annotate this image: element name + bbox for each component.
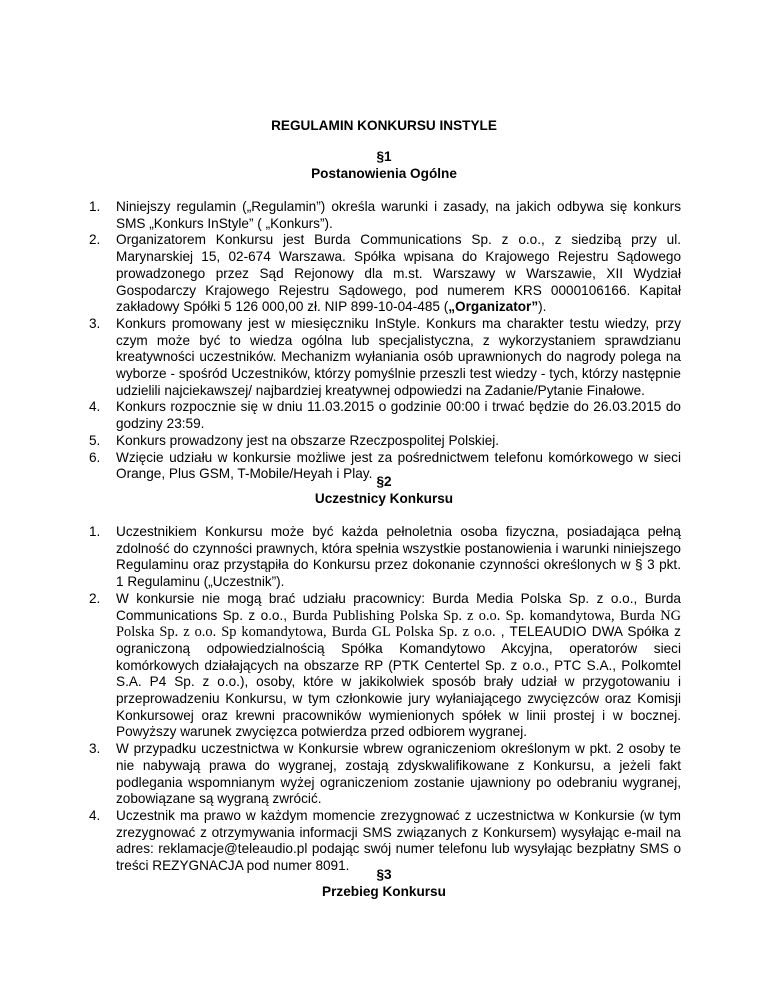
list-item	[89, 808, 681, 875]
item-number: 6.	[89, 449, 101, 465]
section-2-number: §2	[376, 474, 392, 489]
item-text-serif: Burda Publishing Polska Sp. z o.o. Sp. komandytowa, Burda NG Polska Sp. z o.o. Sp komandytowa, Burda GL Polska Sp. z o.o.	[116, 607, 682, 641]
item-number: 1.	[89, 199, 101, 214]
item-text-end: ).	[538, 299, 547, 315]
organizer-term: „Organizator”	[448, 299, 539, 315]
list-item	[89, 316, 681, 400]
section-1-list	[89, 199, 681, 483]
list-item	[89, 591, 681, 741]
list-item	[89, 524, 681, 591]
section-3-number: §3	[376, 867, 392, 882]
section-1-heading: Postanowienia Ogólne	[311, 166, 457, 181]
list-item	[89, 741, 681, 808]
item-number: 5.	[89, 432, 101, 448]
item-text: W przypadku uczestnictwa w Konkursie wbrew ograniczeniom określonym w pkt. 2 osoby te nie nabywają prawa do wygranej, zostają zdyskwalifikowane z Konkursu, a jeżeli fakt podlegania wspomnianym wyżej ograniczeniom zostanie ujawniony po odebraniu wygranej, zobowiązane są wygraną zwrócić.	[116, 741, 681, 807]
item-text: Uczestnik ma prawo w każdym momencie zrezygnować z uczestnictwa w Konkursie (w tym zrezygnować z otrzymywania informacji SMS związanych z Konkursem) wysyłając e-mail na adres: reklamacje@teleaudio.pl podając swój numer telefonu lub wysyłając bezpłatny SMS o treści REZYGNACJA pod numer 8091.	[116, 807, 681, 874]
item-number: 4.	[89, 399, 101, 415]
item-number: 2.	[89, 232, 101, 248]
item-text: Wzięcie udziału w konkursie możliwe jest za pośrednictwem telefonu komórkowego w sieci Orange, Plus GSM, T-Mobile/Heyah i Play.	[116, 449, 681, 482]
item-text: Organizatorem Konkursu jest Burda Communications Sp. z o.o., z siedzibą przy ul. Marynarskiej 15, 02-674 Warszawa. Spółka wpisana do Krajowego Rejestru Sądowego prowadzonego przez Sąd Rejonowy dla m.st. Warszawy w Warszawie, XII Wydział Gospodarczy Krajowego Rejestru Sądowego, pod numerem KRS 0000106166. Kapitał zakładowy Spółki 5 126 000,00 zł. NIP 899-10-04-485 (	[116, 232, 681, 315]
item-text: Konkurs prowadzony jest na obszarze Rzeczpospolitej Polskiej.	[116, 432, 500, 448]
item-number: 2.	[89, 590, 101, 606]
item-number: 3.	[89, 741, 101, 757]
list-item	[89, 232, 681, 316]
item-number: 1.	[89, 524, 101, 539]
item-number: 3.	[89, 315, 101, 331]
item-number: 4.	[89, 807, 101, 823]
item-text: Konkurs promowany jest w miesięczniku InStyle. Konkurs ma charakter testu wiedzy, przy czym może być to wiedza ogólna lub specjalistyczna, z wykorzystaniem sprawdzianu kreatywności uczestników. Mechanizm wyłaniania osób uprawnionych do nagrody polega na wyborze - spośród Uczestników, którzy pomyślnie przeszli test wiedzy - tych, którzy następnie udzielili najciekawszej/ najbardziej kreatywnej odpowiedzi na Zadanie/Pytanie Finałowe.	[116, 315, 681, 398]
item-text: Uczestnikiem Konkursu może być każda pełnoletnia osoba fizyczna, posiadająca pełną zdolność do czynności prawnych, która spełnia wszystkie postanowienia i warunki niniejszego Regulaminu oraz przystąpiła do Konkursu przez dokonanie czynności określonych w § 3 pkt. 1 Regulaminu („Uczestnik”).	[116, 524, 681, 590]
section-3-heading: Przebieg Konkursu	[322, 884, 446, 899]
item-text-end: , TELEAUDIO DWA Spółka z ograniczoną odpowiedzialnością Spółka Komandytowo Akcyjna, operatorów sieci komórkowych działających na obszarze RP (PTK Centertel Sp. z o.o., PTC S.A., Polkomtel S.A. P4 Sp. z o.o.), osoby, które w jakikolwiek sposób brały udział w przygotowaniu i przeprowadzeniu Konkursu, w tym członkowie jury wyłaniającego zwycięzców oraz Komisji Konkursowej oraz krewni pracowników wymienionych spółek w linii prostej i w bocznej. Powyższy warunek zwycięzca potwierdza przed odbiorem wygranej.	[116, 624, 681, 740]
item-text: Niniejszy regulamin („Regulamin”) określa warunki i zasady, na jakich odbywa się konkurs SMS „Konkurs InStyle” ( „Konkurs”).	[116, 199, 681, 231]
section-2-list	[89, 524, 681, 875]
list-item	[89, 433, 681, 450]
item-text: Konkurs rozpocznie się w dniu 11.03.2015 o godzinie 00:00 i trwać będzie do 26.03.2015 do godziny 23:59.	[116, 399, 681, 432]
list-item	[89, 199, 681, 232]
section-1-number: §1	[376, 149, 392, 164]
list-item	[89, 399, 681, 432]
item-text: W konkursie nie mogą brać udziału pracownicy: Burda Media Polska Sp. z o.o., Burda Communications Sp. z o.o.,	[116, 590, 681, 623]
document-title: REGULAMIN KONKURSU INSTYLE	[271, 118, 497, 133]
section-2-heading: Uczestnicy Konkursu	[314, 491, 454, 506]
